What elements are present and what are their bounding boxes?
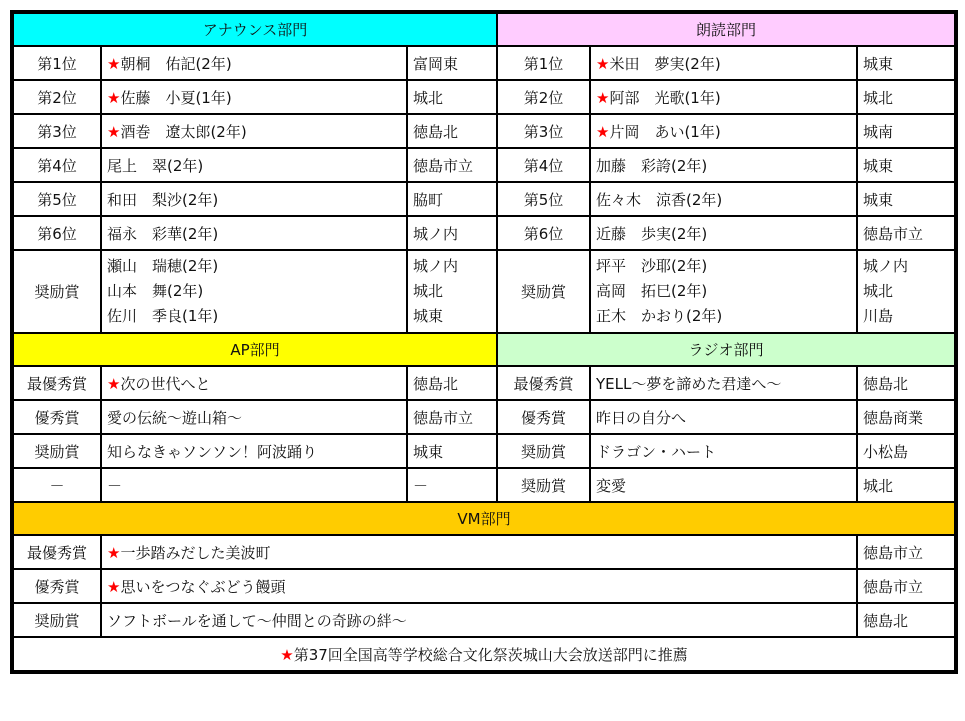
- entry-name-cell: [101, 468, 407, 502]
- table-row: [12, 366, 956, 400]
- table-row: [12, 114, 956, 148]
- encouragement-row: [12, 250, 956, 333]
- entry-names-cell: [590, 250, 857, 333]
- table-row: [12, 182, 956, 216]
- star-icon: ★: [596, 122, 610, 141]
- star-icon: ★: [107, 543, 121, 562]
- entry-name-cell: [590, 114, 857, 148]
- school-name: 城ノ内: [863, 257, 909, 275]
- rank-cell: 第2位: [12, 80, 101, 114]
- entry-name: YELL～夢を諦めた君達へ～: [596, 374, 782, 393]
- results-table: [10, 10, 958, 674]
- school-cell: 城東: [407, 434, 497, 468]
- school-name: 城ノ内: [413, 257, 459, 275]
- school-cell: 徳島市立: [407, 148, 497, 182]
- rank-cell: 奨励賞: [12, 434, 101, 468]
- star-icon: ★: [107, 88, 121, 107]
- rank-cell: 第3位: [12, 114, 101, 148]
- entry-name-cell: [101, 434, 407, 468]
- section-title-ap: AP部門: [12, 333, 497, 366]
- rank-cell: 第6位: [497, 216, 590, 250]
- entry-name-cell: [101, 182, 407, 216]
- entry-names-cell: [101, 250, 407, 333]
- table-row: [12, 569, 956, 603]
- school-name: 川島: [863, 307, 894, 325]
- school-cell: 城東: [857, 148, 956, 182]
- rank-cell: 優秀賞: [12, 400, 101, 434]
- entry-name: 坪平 沙耶(2年): [596, 257, 708, 275]
- section-header-row: [12, 12, 956, 46]
- school-cell: 城東: [857, 182, 956, 216]
- table-row: [12, 434, 956, 468]
- entry-name: 知らなきゃソンソン！阿波踊り: [107, 442, 318, 461]
- rank-cell: 奨励賞: [497, 250, 590, 333]
- school-cell: 小松島: [857, 434, 956, 468]
- school-cell: 城北: [407, 80, 497, 114]
- entry-name: 山本 舞(2年): [107, 282, 204, 300]
- school-name: 城北: [413, 282, 444, 300]
- entry-name: 昨日の自分へ: [596, 408, 687, 427]
- section-title-roudoku: 朗読部門: [497, 12, 956, 46]
- rank-cell: 第3位: [497, 114, 590, 148]
- entry-name: 米田 夢実(2年): [609, 54, 721, 73]
- entry-name-cell: [101, 366, 407, 400]
- star-icon: ★: [107, 54, 121, 73]
- entry-name-cell: [590, 468, 857, 502]
- entry-name-cell: [101, 569, 857, 603]
- entry-name-cell: [101, 148, 407, 182]
- entry-name-cell: [590, 46, 857, 80]
- school-cell: －: [407, 468, 497, 502]
- entry-name-cell: [101, 114, 407, 148]
- entry-name: 佐藤 小夏(1年): [120, 88, 232, 107]
- entry-name: 阿部 光歌(1年): [609, 88, 721, 107]
- school-name: 城東: [413, 307, 444, 325]
- entry-name-cell: [101, 400, 407, 434]
- footer-row: [12, 637, 956, 672]
- star-icon: ★: [107, 577, 121, 596]
- star-icon: ★: [280, 645, 294, 664]
- school-cell: 城ノ内: [407, 216, 497, 250]
- school-cell: 徳島商業: [857, 400, 956, 434]
- section-title-announce: アナウンス部門: [12, 12, 497, 46]
- entry-name: 福永 彩華(2年): [107, 224, 219, 243]
- section-header-row: [12, 502, 956, 535]
- school-name: 城北: [863, 282, 894, 300]
- entry-name: 一歩踏みだした美波町: [120, 543, 271, 562]
- entry-name: 朝桐 佑記(2年): [120, 54, 232, 73]
- entry-name: 和田 梨沙(2年): [107, 190, 219, 209]
- entry-name: ソフトボールを通して～仲間との奇跡の絆～: [107, 611, 407, 630]
- table-row: [12, 535, 956, 569]
- school-cell: 徳島北: [857, 366, 956, 400]
- school-cell: 富岡東: [407, 46, 497, 80]
- entry-name: 近藤 歩実(2年): [596, 224, 708, 243]
- entry-name-cell: [590, 400, 857, 434]
- school-cell: 城北: [857, 80, 956, 114]
- rank-cell: 奨励賞: [497, 468, 590, 502]
- rank-cell: 第4位: [497, 148, 590, 182]
- entry-name-cell: [590, 182, 857, 216]
- entry-name: 片岡 あい(1年): [609, 122, 721, 141]
- entry-name-cell: [101, 46, 407, 80]
- rank-cell: 第2位: [497, 80, 590, 114]
- entry-name: 思いをつなぐぶどう饅頭: [120, 577, 286, 596]
- entry-name-cell: [590, 148, 857, 182]
- rank-cell: 第6位: [12, 216, 101, 250]
- entry-name-cell: [590, 80, 857, 114]
- entry-name-cell: [590, 434, 857, 468]
- entry-name: 尾上 翠(2年): [107, 156, 204, 175]
- school-cell: 城北: [857, 468, 956, 502]
- table-row: [12, 148, 956, 182]
- footer-text: 第37回全国高等学校総合文化祭茨城山大会放送部門に推薦: [293, 645, 688, 664]
- rank-cell: 最優秀賞: [12, 366, 101, 400]
- entry-name: 次の世代へと: [120, 374, 211, 393]
- rank-cell: 第5位: [12, 182, 101, 216]
- entry-name: －: [107, 476, 123, 495]
- entry-name-cell: [101, 80, 407, 114]
- entry-name-cell: [101, 603, 857, 637]
- section-title-vm: VM部門: [12, 502, 956, 535]
- rank-cell: 奨励賞: [12, 603, 101, 637]
- schools-cell: [407, 250, 497, 333]
- school-cell: 脇町: [407, 182, 497, 216]
- entry-name: 加藤 彩誇(2年): [596, 156, 708, 175]
- entry-name: 瀬山 瑞穂(2年): [107, 257, 219, 275]
- rank-cell: －: [12, 468, 101, 502]
- school-cell: 徳島市立: [857, 535, 956, 569]
- rank-cell: 第1位: [497, 46, 590, 80]
- star-icon: ★: [107, 122, 121, 141]
- rank-cell: 奨励賞: [497, 434, 590, 468]
- school-cell: 城南: [857, 114, 956, 148]
- table-row: [12, 400, 956, 434]
- school-cell: 城東: [857, 46, 956, 80]
- table-row: [12, 216, 956, 250]
- star-icon: ★: [107, 374, 121, 393]
- entry-name: ドラゴン・ハート: [596, 442, 717, 461]
- footer-note: [12, 637, 956, 672]
- entry-name: 正木 かおり(2年): [596, 307, 723, 325]
- school-cell: 徳島北: [407, 366, 497, 400]
- entry-name: 愛の伝統～遊山箱～: [107, 408, 243, 427]
- entry-name: 変愛: [596, 476, 627, 495]
- rank-cell: 最優秀賞: [497, 366, 590, 400]
- star-icon: ★: [596, 54, 610, 73]
- rank-cell: 第1位: [12, 46, 101, 80]
- school-cell: 徳島市立: [857, 569, 956, 603]
- entry-name: 佐川 季良(1年): [107, 307, 219, 325]
- table-row: [12, 46, 956, 80]
- section-title-radio: ラジオ部門: [497, 333, 956, 366]
- entry-name-cell: [590, 216, 857, 250]
- school-cell: 徳島北: [407, 114, 497, 148]
- entry-name-cell: [101, 216, 407, 250]
- school-cell: 徳島市立: [407, 400, 497, 434]
- rank-cell: 最優秀賞: [12, 535, 101, 569]
- entry-name: 高岡 拓巳(2年): [596, 282, 708, 300]
- schools-cell: [857, 250, 956, 333]
- school-cell: 徳島市立: [857, 216, 956, 250]
- table-row: [12, 80, 956, 114]
- entry-name-cell: [590, 366, 857, 400]
- table-row: [12, 603, 956, 637]
- rank-cell: 第5位: [497, 182, 590, 216]
- rank-cell: 第4位: [12, 148, 101, 182]
- school-cell: 徳島北: [857, 603, 956, 637]
- entry-name: 佐々木 涼香(2年): [596, 190, 723, 209]
- rank-cell: 奨励賞: [12, 250, 101, 333]
- table-row: [12, 468, 956, 502]
- rank-cell: 優秀賞: [497, 400, 590, 434]
- rank-cell: 優秀賞: [12, 569, 101, 603]
- entry-name-cell: [101, 535, 857, 569]
- section-header-row: [12, 333, 956, 366]
- entry-name: 酒巻 遼太郎(2年): [120, 122, 247, 141]
- star-icon: ★: [596, 88, 610, 107]
